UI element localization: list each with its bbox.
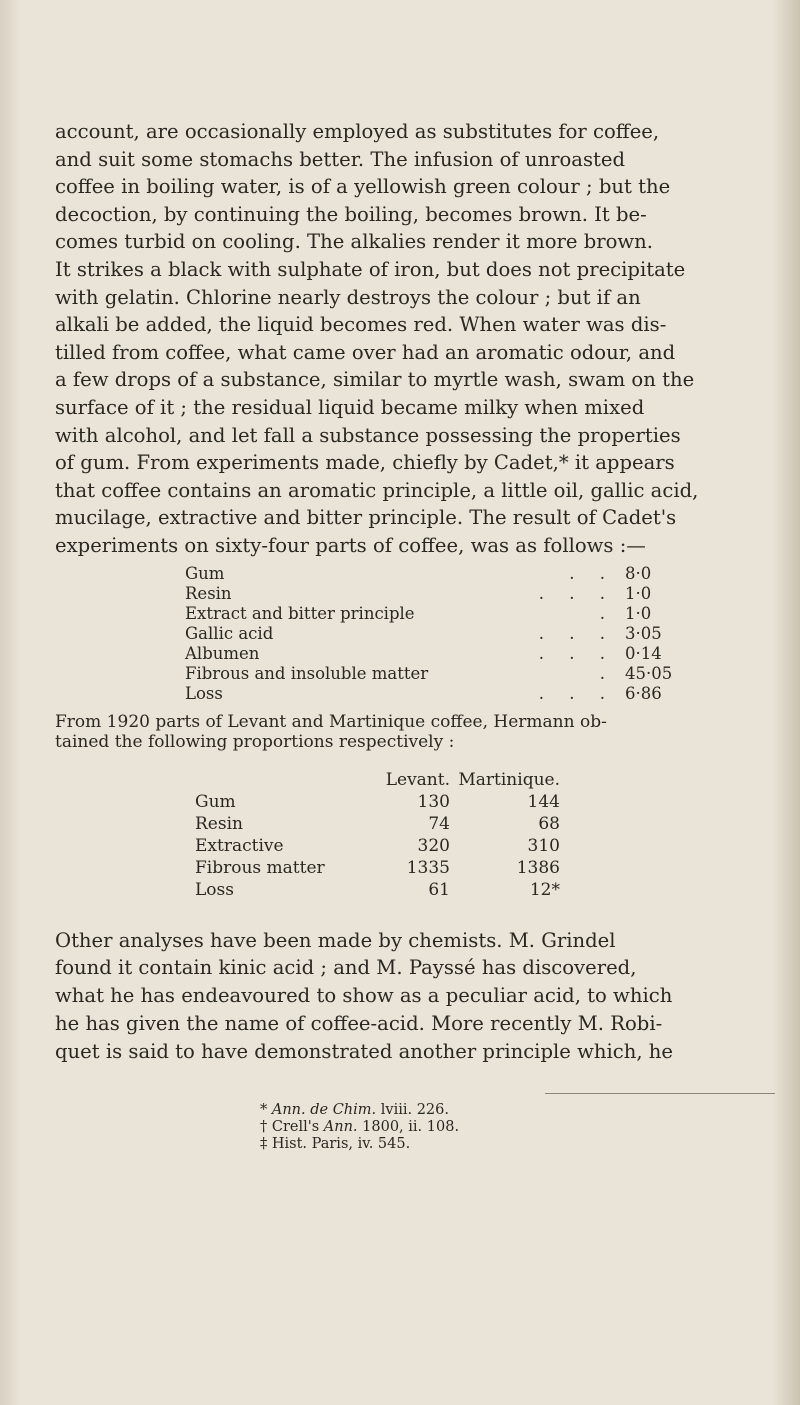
row-label: Resin	[195, 813, 243, 834]
table-row	[185, 684, 755, 704]
table-row	[185, 584, 755, 604]
row-value: 1·0	[625, 603, 652, 623]
cadet-results-table	[185, 564, 755, 704]
martinique-value: 144	[527, 791, 560, 812]
text-line: and suit some stomachs better. The infusion of unroasted	[55, 147, 626, 171]
row-label: Extractive	[195, 835, 284, 856]
row-label: Loss	[195, 879, 234, 900]
row-label: Gum	[195, 791, 236, 812]
text-line: account, are occasionally employed as substitutes for coffee,	[55, 120, 660, 143]
text-line: It strikes a black with sulphate of iron, but does not precipitate	[55, 257, 686, 281]
table-row	[185, 604, 755, 624]
header-cell	[195, 769, 345, 791]
footnote-source: Ann. de Chim.	[271, 1102, 377, 1119]
table-row	[185, 624, 755, 644]
footnote-source: Ann.	[323, 1119, 358, 1136]
paragraph-cadet	[55, 118, 755, 560]
table-row	[195, 879, 755, 901]
footnote-rule	[545, 1093, 775, 1094]
header-cell: Levant.	[385, 769, 450, 790]
footnote-mark: *	[260, 1102, 268, 1119]
martinique-value: 12*	[529, 879, 560, 900]
text-line: that coffee contains an aromatic principle, a little oil, gallic acid,	[55, 478, 699, 502]
dot-leader: . . .	[538, 583, 615, 603]
levant-value: 320	[417, 835, 450, 856]
levant-value: 1335	[406, 857, 450, 878]
hermann-table	[195, 769, 755, 901]
table-row	[195, 857, 755, 879]
row-value: 1·0	[625, 583, 652, 603]
table-row	[195, 791, 755, 813]
table-header-row	[195, 769, 755, 791]
text-line: a few drops of a substance, similar to myrtle wash, swam on the	[55, 368, 695, 392]
text-line: what he has endeavoured to show as a peculiar acid, to which	[55, 984, 673, 1008]
page-gutter-shadow	[0, 0, 20, 1405]
martinique-value: 68	[538, 813, 560, 834]
text-line: coffee in boiling water, is of a yellowish green colour ; but the	[55, 175, 671, 199]
text-line: with gelatin. Chlorine nearly destroys the colour ; but if an	[55, 285, 641, 309]
text-line: tilled from coffee, what came over had an aromatic odour, and	[55, 340, 676, 364]
text-line: he has given the name of coffee-acid. More recently M. Robi-	[55, 1011, 663, 1035]
table-row	[195, 835, 755, 857]
text-line: tained the following proportions respectively :	[55, 731, 455, 752]
page-edge	[772, 0, 800, 1405]
text-line: From 1920 parts of Levant and Martinique coffee, Hermann ob-	[55, 711, 607, 732]
footnotes	[260, 1102, 755, 1153]
martinique-value: 310	[527, 835, 560, 856]
footnote-ref: 1800, ii. 108.	[357, 1119, 460, 1136]
dot-leader: . .	[569, 563, 615, 583]
dot-leader: .	[599, 663, 615, 683]
header-cell: Martinique.	[458, 769, 560, 790]
row-value: 6·86	[625, 683, 662, 703]
dot-leader: .	[599, 603, 615, 623]
paragraph-hermann	[55, 712, 755, 752]
text-line: alkali be added, the liquid becomes red. When water was dis-	[55, 313, 667, 337]
footnote-mark: †	[260, 1119, 268, 1136]
levant-value: 61	[428, 879, 450, 900]
levant-value: 74	[428, 813, 450, 834]
table-row	[195, 813, 755, 835]
text-line: Other analyses have been made by chemists. M. Grindel	[55, 928, 616, 952]
text-line: found it contain kinic acid ; and M. Payssé has discovered,	[55, 956, 637, 980]
row-value: 0·14	[625, 643, 662, 663]
row-label: Gallic acid	[185, 623, 274, 643]
table-row	[185, 664, 755, 684]
row-label: Fibrous matter	[195, 857, 325, 878]
row-label: Resin	[185, 583, 232, 603]
text-line: of gum. From experiments made, chiefly by Cadet,* it appears	[55, 451, 675, 475]
footnote-author: Crell's	[271, 1119, 324, 1136]
dot-leader: . . .	[538, 683, 615, 703]
row-label: Loss	[185, 683, 223, 703]
text-line: experiments on sixty-four parts of coffee, was as follows :—	[55, 533, 646, 557]
footnote	[260, 1119, 755, 1136]
levant-value: 130	[417, 791, 450, 812]
dot-leader: . . .	[538, 643, 615, 663]
row-value: 8·0	[625, 563, 652, 583]
table-row	[185, 564, 755, 584]
table-row	[185, 644, 755, 664]
paragraph-other-analyses	[55, 927, 755, 1066]
row-value: 45·05	[625, 663, 673, 683]
footnote	[260, 1136, 755, 1153]
footnote	[260, 1102, 755, 1119]
footnote-ref: Hist. Paris, iv. 545.	[271, 1136, 411, 1153]
dot-leader: . . .	[538, 623, 615, 643]
text-line: decoction, by continuing the boiling, becomes brown. It be-	[55, 202, 647, 226]
book-page	[55, 118, 755, 1153]
text-line: comes turbid on cooling. The alkalies render it more brown.	[55, 230, 654, 254]
row-label: Albumen	[185, 643, 260, 663]
text-line: with alcohol, and let fall a substance possessing the properties	[55, 423, 681, 447]
row-label: Gum	[185, 563, 225, 583]
text-line: mucilage, extractive and bitter principle. The result of Cadet's	[55, 506, 677, 530]
footnote-ref: lviii. 226.	[376, 1102, 449, 1119]
footnote-mark: ‡	[260, 1136, 268, 1153]
row-value: 3·05	[625, 623, 662, 643]
martinique-value: 1386	[516, 857, 560, 878]
row-label: Fibrous and insoluble matter	[185, 663, 429, 683]
text-line: quet is said to have demonstrated another principle which, he	[55, 1039, 673, 1063]
text-line: surface of it ; the residual liquid became milky when mixed	[55, 395, 645, 419]
row-label: Extract and bitter principle	[185, 603, 415, 623]
